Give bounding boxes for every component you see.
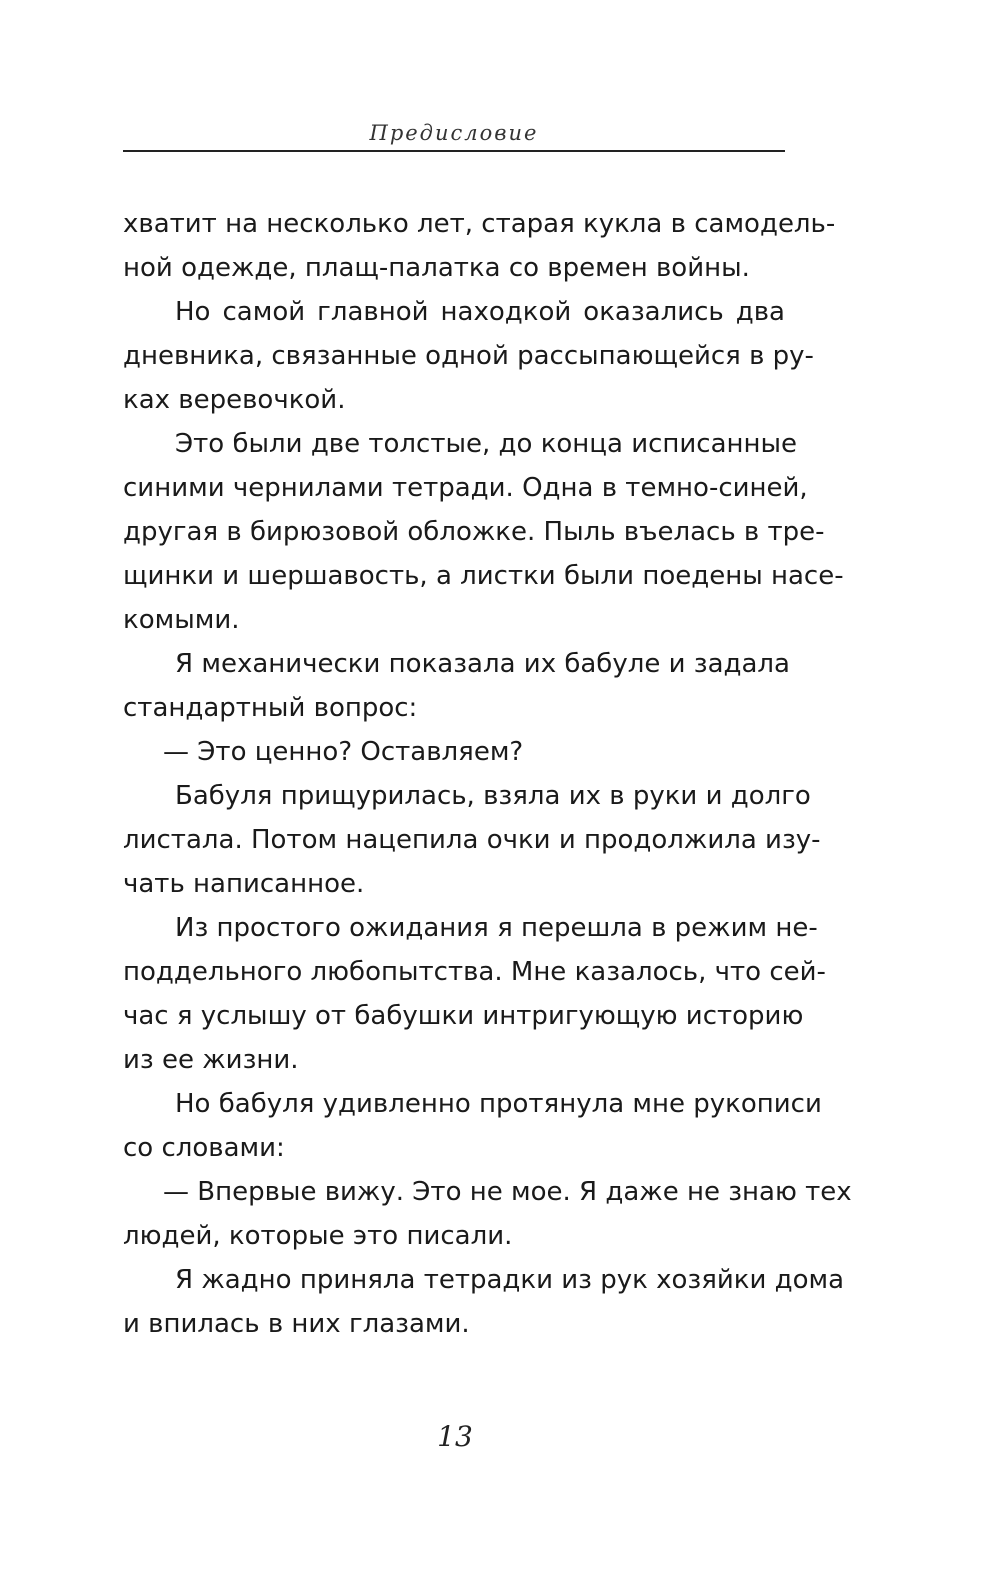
text-line: чать написанное. — [123, 869, 365, 899]
body-text — [123, 202, 852, 1346]
text-line: Из простого ожидания я перешла в режим не- — [175, 913, 818, 943]
text-line: Но бабуля удивленно протянула мне рукописи — [175, 1089, 822, 1119]
text-line: со словами: — [123, 1133, 285, 1163]
text-line: Я механически показала их бабуле и задала — [175, 649, 790, 679]
text-line: Но самой главной находкой оказались два — [175, 297, 785, 327]
text-line: ках веревочкой. — [123, 385, 346, 415]
text-line: Я жадно приняла тетрадки из рук хозяйки дома — [175, 1265, 845, 1295]
text-line: час я услышу от бабушки интригующую историю — [123, 1001, 804, 1031]
text-line: из ее жизни. — [123, 1045, 299, 1075]
text-line: — Это ценно? Оставляем? — [163, 737, 524, 767]
text-line: Бабуля прищурилась, взяла их в руки и долго — [175, 781, 811, 811]
text-line: синими чернилами тетради. Одна в темно-синей, — [123, 473, 808, 503]
page-number: 13 — [437, 1420, 473, 1453]
text-line: листала. Потом нацепила очки и продолжила изу- — [123, 825, 821, 855]
running-head-title: Предисловие — [369, 121, 539, 145]
text-line: людей, которые это писали. — [123, 1221, 513, 1251]
text-line: поддельного любопытства. Мне казалось, что сей- — [123, 957, 826, 987]
text-line: ной одежде, плащ-палатка со времен войны. — [123, 253, 750, 283]
text-line: другая в бирюзовой обложке. Пыль въелась в тре- — [123, 517, 825, 547]
text-line: и впилась в них глазами. — [123, 1309, 470, 1339]
text-line: Это были две толстые, до конца исписанные — [175, 429, 798, 459]
header-rule — [123, 150, 785, 152]
text-line: — Впервые вижу. Это не мое. Я даже не знаю тех — [163, 1177, 852, 1207]
text-line: щинки и шершавость, а листки были поедены насе- — [123, 561, 844, 591]
text-line: комыми. — [123, 605, 240, 635]
text-line: дневника, связанные одной рассыпающейся в ру- — [123, 341, 814, 371]
text-line: хватит на несколько лет, старая кукла в самодель- — [123, 209, 836, 239]
text-line: стандартный вопрос: — [123, 693, 418, 723]
